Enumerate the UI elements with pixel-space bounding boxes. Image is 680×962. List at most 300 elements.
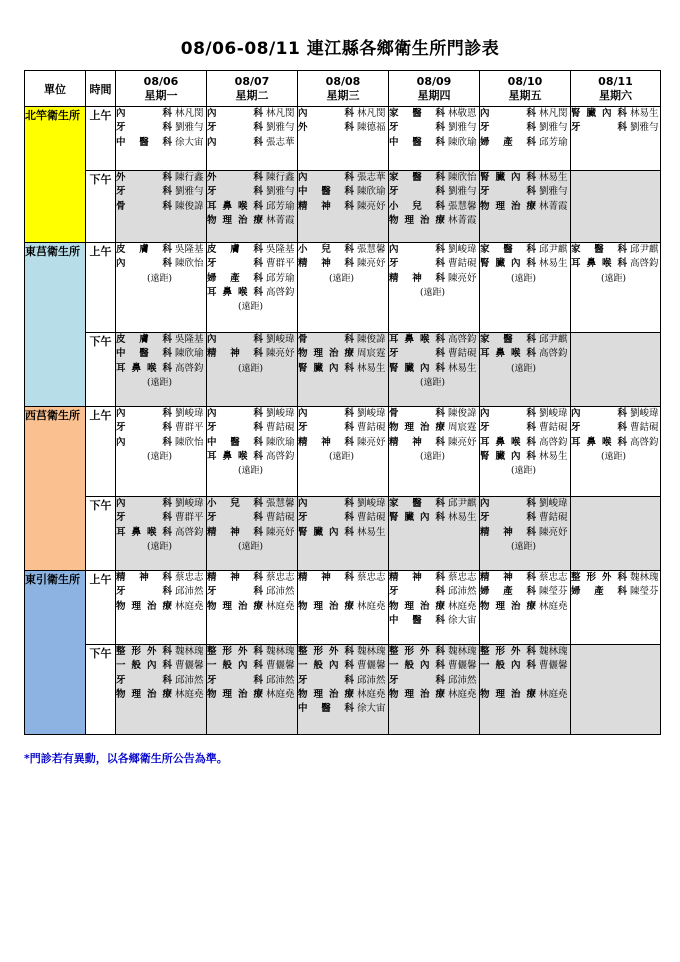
clinic-entry [207, 200, 297, 214]
department-label: 物理治療 [298, 600, 354, 612]
clinic-entry [207, 421, 297, 435]
doctor-name: 林菁霞 [539, 200, 568, 212]
department-label: 內 科 [480, 108, 536, 119]
clinic-entry [298, 243, 388, 257]
department-label: 精 神 科 [389, 272, 445, 284]
clinic-entry [298, 436, 388, 450]
clinic-entry [480, 171, 570, 185]
department-label: 家 醫 科 [389, 108, 445, 119]
schedule-cell [480, 333, 571, 407]
remote-note: (遠距) [419, 287, 445, 298]
department-label: 物理治療 [480, 600, 536, 612]
schedule-row [25, 407, 661, 497]
doctor-name: 蔡忠志 [175, 572, 204, 583]
clinic-entry [389, 171, 479, 185]
department-label: 腎臟內科 [480, 172, 536, 183]
clinic-entry [207, 571, 297, 585]
doctor-name: 劉峻瑋 [357, 408, 386, 419]
department-label: 牙 科 [389, 674, 445, 686]
clinic-entry [207, 600, 297, 614]
department-label: 精 神 科 [207, 526, 263, 538]
doctor-name: 高啓鈞 [539, 348, 568, 360]
department-label: 骨 科 [298, 334, 354, 345]
doctor-name: 曹銡硯 [266, 512, 295, 524]
schedule-cell [298, 645, 389, 735]
clinic-entry [389, 614, 479, 628]
doctor-name: 曹銡硯 [357, 422, 386, 434]
clinic-entry [298, 511, 388, 525]
schedule-cell [389, 645, 480, 735]
department-label: 皮 膚 科 [116, 244, 172, 255]
doctor-name: 劉雅勻 [175, 122, 204, 134]
remote-note: (遠距) [237, 363, 263, 374]
clinic-entry [116, 185, 206, 199]
department-label: 精 神 科 [298, 572, 354, 583]
department-label: 精 神 科 [298, 258, 354, 270]
schedule-cell [480, 243, 571, 333]
schedule-cell [207, 571, 298, 645]
schedule-cell [298, 407, 389, 497]
remote-note: (遠距) [237, 302, 263, 313]
doctor-name: 林易生 [539, 258, 568, 270]
department-label: 精 神 科 [389, 572, 445, 583]
department-label: 牙 科 [207, 674, 263, 686]
clinic-entry [207, 585, 297, 599]
clinic-entry [298, 702, 388, 716]
doctor-name: 張慧馨 [448, 200, 477, 212]
department-label: 一般內科 [298, 660, 354, 672]
clinic-entry [207, 436, 297, 450]
department-label: 內 科 [116, 258, 172, 270]
clinic-entry [389, 200, 479, 214]
department-label: 外 科 [298, 122, 354, 134]
clinic-entry [389, 674, 479, 688]
clinic-entry [298, 659, 388, 673]
doctor-name: 林菁霞 [266, 214, 295, 226]
doctor-name: 高啓鈞 [175, 362, 204, 374]
doctor-name: 林庭堯 [357, 600, 386, 612]
department-label: 牙 科 [116, 186, 172, 198]
period-pm: 下午 [86, 333, 116, 407]
clinic-entry [480, 450, 570, 464]
department-label: 整形外科 [571, 572, 627, 583]
department-label: 牙 科 [389, 122, 445, 134]
department-label: 骨 科 [116, 200, 172, 212]
doctor-name: 曹銡硯 [448, 348, 477, 360]
doctor-name: 曹銡硯 [266, 422, 295, 434]
doctor-name: 蔡忠志 [539, 572, 568, 583]
clinic-entry [116, 243, 206, 257]
clinic-entry [389, 585, 479, 599]
clinic-entry [298, 257, 388, 271]
department-label: 精 神 科 [207, 348, 263, 360]
remote-note: (遠距) [419, 377, 445, 388]
department-label: 內 科 [298, 408, 354, 419]
clinic-entry [480, 121, 570, 135]
clinic-entry [207, 674, 297, 688]
schedule-cell [116, 333, 207, 407]
department-label: 一般內科 [207, 660, 263, 672]
department-label: 中 醫 科 [389, 614, 445, 626]
doctor-name: 劉雅勻 [175, 186, 204, 198]
department-label: 內 科 [298, 498, 354, 509]
department-label: 精 神 科 [389, 436, 445, 448]
department-label: 牙 科 [298, 422, 354, 434]
doctor-name: 曹儷馨 [448, 660, 477, 672]
doctor-name: 林易生 [448, 362, 477, 374]
clinic-entry [298, 107, 388, 121]
department-label: 婦 產 科 [480, 136, 536, 148]
clinic-entry [480, 688, 570, 702]
department-label: 腎臟內科 [298, 362, 354, 374]
doctor-name: 邱尹麒 [630, 244, 659, 255]
period-pm: 下午 [86, 645, 116, 735]
department-label: 內 科 [480, 498, 536, 509]
center-name: 北竿衛生所 [25, 107, 86, 243]
clinic-entry [116, 421, 206, 435]
clinic-entry [389, 436, 479, 450]
doctor-name: 邱沛然 [175, 586, 204, 598]
schedule-cell [116, 645, 207, 735]
department-label: 耳鼻喉科 [389, 334, 445, 345]
department-label: 牙 科 [389, 586, 445, 598]
department-label: 腎臟內科 [389, 362, 445, 374]
remote-note: (遠距) [237, 466, 263, 477]
doctor-name: 劉雅勻 [630, 122, 659, 134]
doctor-name: 高啓鈞 [448, 334, 477, 345]
department-label: 小 兒 科 [298, 244, 354, 255]
clinic-entry [298, 526, 388, 540]
department-label: 物理治療 [207, 688, 263, 700]
schedule-cell [298, 171, 389, 243]
day-weekday: 星期三 [326, 88, 360, 102]
clinic-entry [298, 585, 388, 599]
remote-note: (遠距) [146, 377, 172, 388]
schedule-cell [571, 571, 661, 645]
doctor-name: 劉峻瑋 [175, 498, 204, 509]
department-label: 內 科 [571, 408, 627, 419]
clinic-entry [116, 333, 206, 347]
clinic-entry [480, 107, 570, 121]
doctor-name: 陳亮妤 [266, 348, 295, 360]
clinic-entry [207, 121, 297, 135]
department-label: 牙 科 [116, 512, 172, 524]
clinic-entry [207, 286, 297, 300]
clinic-entry [389, 121, 479, 135]
doctor-name: 魏林瑰 [175, 646, 204, 657]
remote-note: (遠距) [419, 451, 445, 462]
doctor-name: 陳欣瑜 [357, 186, 386, 198]
clinic-entry [571, 107, 660, 121]
schedule-cell [480, 407, 571, 497]
department-label: 物理治療 [207, 600, 263, 612]
department-label [298, 585, 354, 599]
department-label: 家 醫 科 [571, 244, 627, 255]
schedule-cell [389, 407, 480, 497]
schedule-cell [480, 107, 571, 171]
clinic-entry [207, 659, 297, 673]
clinic-entry [116, 497, 206, 511]
schedule-cell [116, 497, 207, 571]
doctor-name: 林庭堯 [448, 600, 477, 612]
department-label: 物理治療 [207, 214, 263, 226]
schedule-cell [116, 571, 207, 645]
doctor-name: 陳欣瑜 [448, 136, 477, 148]
schedule-row [25, 497, 661, 571]
schedule-cell [389, 497, 480, 571]
header-row [25, 71, 661, 107]
doctor-name: 曹儷馨 [266, 660, 295, 672]
doctor-name: 邱芳瑜 [266, 200, 295, 212]
doctor-name: 陳欣怡 [448, 172, 477, 183]
clinic-entry [207, 243, 297, 257]
clinic-entry [389, 659, 479, 673]
doctor-name: 林庭堯 [266, 600, 295, 612]
clinic-entry [298, 121, 388, 135]
doctor-name: 曹儷馨 [175, 660, 204, 672]
department-label: 內 科 [207, 136, 263, 148]
clinic-entry [480, 600, 570, 614]
day-header [571, 71, 661, 107]
schedule-cell [298, 571, 389, 645]
department-label: 內 科 [298, 108, 354, 119]
department-label: 小 兒 科 [207, 498, 263, 509]
department-label: 物理治療 [480, 200, 536, 212]
day-header [389, 71, 480, 107]
doctor-name: 張志華 [357, 172, 386, 183]
doctor-name: 林易生 [539, 450, 568, 462]
department-label: 精 神 科 [207, 572, 263, 583]
doctor-name: 陳德福 [357, 122, 386, 134]
department-label: 牙 科 [116, 674, 172, 686]
department-label: 中 醫 科 [389, 136, 445, 148]
clinic-entry [207, 526, 297, 540]
period-am: 上午 [86, 407, 116, 497]
clinic-entry [480, 185, 570, 199]
clinic-entry [207, 272, 297, 286]
clinic-entry [480, 243, 570, 257]
doctor-name: 魏林瑰 [266, 646, 295, 657]
time-header: 時間 [86, 71, 116, 107]
schedule-row [25, 571, 661, 645]
schedule-cell [389, 333, 480, 407]
doctor-name: 徐大宙 [448, 614, 477, 626]
doctor-name: 張慧馨 [266, 498, 295, 509]
department-label: 物理治療 [480, 688, 536, 700]
doctor-name: 林庭堯 [266, 688, 295, 700]
doctor-name: 林庭堯 [448, 688, 477, 700]
clinic-entry [298, 688, 388, 702]
department-label: 家 醫 科 [480, 334, 536, 345]
clinic-entry [298, 171, 388, 185]
clinic-entry [389, 571, 479, 585]
doctor-name: 陳亮妤 [448, 272, 477, 284]
doctor-name: 吳隆基 [175, 244, 204, 255]
doctor-name: 曹群平 [175, 422, 204, 434]
department-label: 精 神 科 [298, 436, 354, 448]
clinic-entry [389, 185, 479, 199]
schedule-cell [207, 107, 298, 171]
doctor-name: 邱尹麒 [539, 334, 568, 345]
center-name: 東引衛生所 [25, 571, 86, 735]
schedule-cell [389, 107, 480, 171]
department-label: 內 科 [207, 408, 263, 419]
department-label: 腎臟內科 [571, 108, 627, 119]
doctor-name: 邱沛然 [175, 674, 204, 686]
remote-note: (遠距) [146, 451, 172, 462]
department-label: 外 科 [207, 172, 263, 183]
doctor-name: 林易生 [539, 172, 568, 183]
clinic-entry [116, 571, 206, 585]
department-label: 耳鼻喉科 [480, 348, 536, 360]
clinic-entry [207, 497, 297, 511]
schedule-row [25, 243, 661, 333]
clinic-entry [389, 645, 479, 659]
clinic-entry [116, 362, 206, 376]
doctor-name: 陳俊諱 [175, 200, 204, 212]
schedule-cell [571, 333, 661, 407]
department-label: 牙 科 [298, 674, 354, 686]
department-label: 耳鼻喉科 [207, 286, 263, 298]
department-label: 內 科 [207, 334, 263, 345]
clinic-entry [298, 407, 388, 421]
doctor-name: 高啓鈞 [175, 526, 204, 538]
clinic-entry [207, 688, 297, 702]
clinic-entry [116, 436, 206, 450]
department-label: 牙 科 [207, 512, 263, 524]
doctor-name: 陳欣怡 [175, 436, 204, 448]
doctor-name: 陳欣瑜 [175, 348, 204, 360]
period-pm: 下午 [86, 497, 116, 571]
department-label: 一般內科 [389, 660, 445, 672]
doctor-name: 邱芳瑜 [266, 272, 295, 284]
clinic-entry [116, 674, 206, 688]
department-label: 皮 膚 科 [116, 334, 172, 345]
department-label: 精 神 科 [116, 572, 172, 583]
clinic-entry [480, 526, 570, 540]
doctor-name: 曹群平 [175, 512, 204, 524]
department-label: 腎臟內科 [480, 258, 536, 270]
schedule-cell [207, 333, 298, 407]
doctor-name: 陳瑩芬 [630, 586, 659, 598]
clinic-entry [480, 200, 570, 214]
doctor-name: 曹銡硯 [357, 512, 386, 524]
department-label: 骨 科 [389, 408, 445, 419]
day-date: 08/06 [143, 74, 179, 88]
clinic-entry [298, 362, 388, 376]
schedule-cell [207, 645, 298, 735]
doctor-name: 高啓鈞 [539, 436, 568, 448]
doctor-name: 曹儷馨 [357, 660, 386, 672]
department-label: 牙 科 [207, 422, 263, 434]
clinic-entry [480, 645, 570, 659]
department-label: 一般內科 [480, 660, 536, 672]
clinic-entry [116, 407, 206, 421]
clinic-entry [298, 645, 388, 659]
doctor-name: 林凡閔 [175, 108, 204, 119]
clinic-entry [207, 185, 297, 199]
schedule-cell [389, 171, 480, 243]
clinic-entry [116, 659, 206, 673]
clinic-entry [480, 333, 570, 347]
doctor-name: 林凡閔 [539, 108, 568, 119]
doctor-name: 劉雅勻 [266, 186, 295, 198]
clinic-entry [298, 185, 388, 199]
doctor-name: 曹銡硯 [539, 512, 568, 524]
clinic-entry [116, 136, 206, 150]
remote-note: (遠距) [600, 273, 626, 284]
period-am: 上午 [86, 571, 116, 645]
doctor-name: 曹銡硯 [448, 258, 477, 270]
clinic-entry [571, 571, 660, 585]
clinic-schedule-table [24, 70, 661, 735]
schedule-cell [116, 171, 207, 243]
department-label: 家 醫 科 [389, 172, 445, 183]
clinic-entry [389, 333, 479, 347]
doctor-name: 高啓鈞 [630, 436, 659, 448]
day-header [207, 71, 298, 107]
clinic-entry [298, 333, 388, 347]
department-label: 中 醫 科 [298, 703, 354, 715]
department-label: 耳鼻喉科 [116, 362, 172, 374]
period-am: 上午 [86, 243, 116, 333]
department-label: 內 科 [116, 408, 172, 419]
doctor-name: 林敬恩 [448, 108, 477, 119]
doctor-name: 高啓鈞 [630, 258, 659, 270]
schedule-row [25, 107, 661, 171]
doctor-name: 陳亮妤 [357, 258, 386, 270]
day-weekday: 星期六 [599, 88, 632, 102]
doctor-name: 邱芳瑜 [539, 136, 568, 148]
clinic-entry [480, 674, 570, 688]
department-label: 內 科 [480, 408, 536, 419]
department-label: 牙 科 [116, 422, 172, 434]
clinic-entry [389, 362, 479, 376]
doctor-name: 陳欣瑜 [266, 436, 295, 448]
remote-note: (遠距) [510, 541, 536, 552]
clinic-entry [389, 214, 479, 228]
clinic-entry [207, 511, 297, 525]
department-label: 耳鼻喉科 [480, 436, 536, 448]
department-label: 婦 產 科 [207, 272, 263, 284]
clinic-entry [571, 585, 660, 599]
doctor-name: 陳亮妤 [266, 526, 295, 538]
doctor-name: 劉雅勻 [266, 122, 295, 134]
department-label: 物理治療 [389, 422, 445, 434]
period-pm: 下午 [86, 171, 116, 243]
doctor-name: 劉峻瑋 [266, 334, 295, 345]
clinic-entry [480, 347, 570, 361]
schedule-cell [571, 407, 661, 497]
clinic-entry [298, 421, 388, 435]
day-weekday: 星期二 [235, 88, 269, 102]
day-date: 08/07 [234, 74, 270, 88]
doctor-name: 林菁霞 [448, 214, 477, 226]
schedule-cell [480, 497, 571, 571]
department-label: 一般內科 [116, 660, 172, 672]
doctor-name: 劉峻瑋 [448, 244, 477, 255]
department-label: 牙 科 [298, 512, 354, 524]
remote-note: (遠距) [510, 363, 536, 374]
clinic-entry [389, 407, 479, 421]
department-label: 外 科 [116, 172, 172, 183]
remote-note: (遠距) [510, 273, 536, 284]
clinic-entry [116, 688, 206, 702]
doctor-name: 魏林瑰 [357, 646, 386, 657]
department-label: 內 科 [116, 498, 172, 509]
clinic-entry [389, 511, 479, 525]
remote-note: (遠距) [146, 273, 172, 284]
